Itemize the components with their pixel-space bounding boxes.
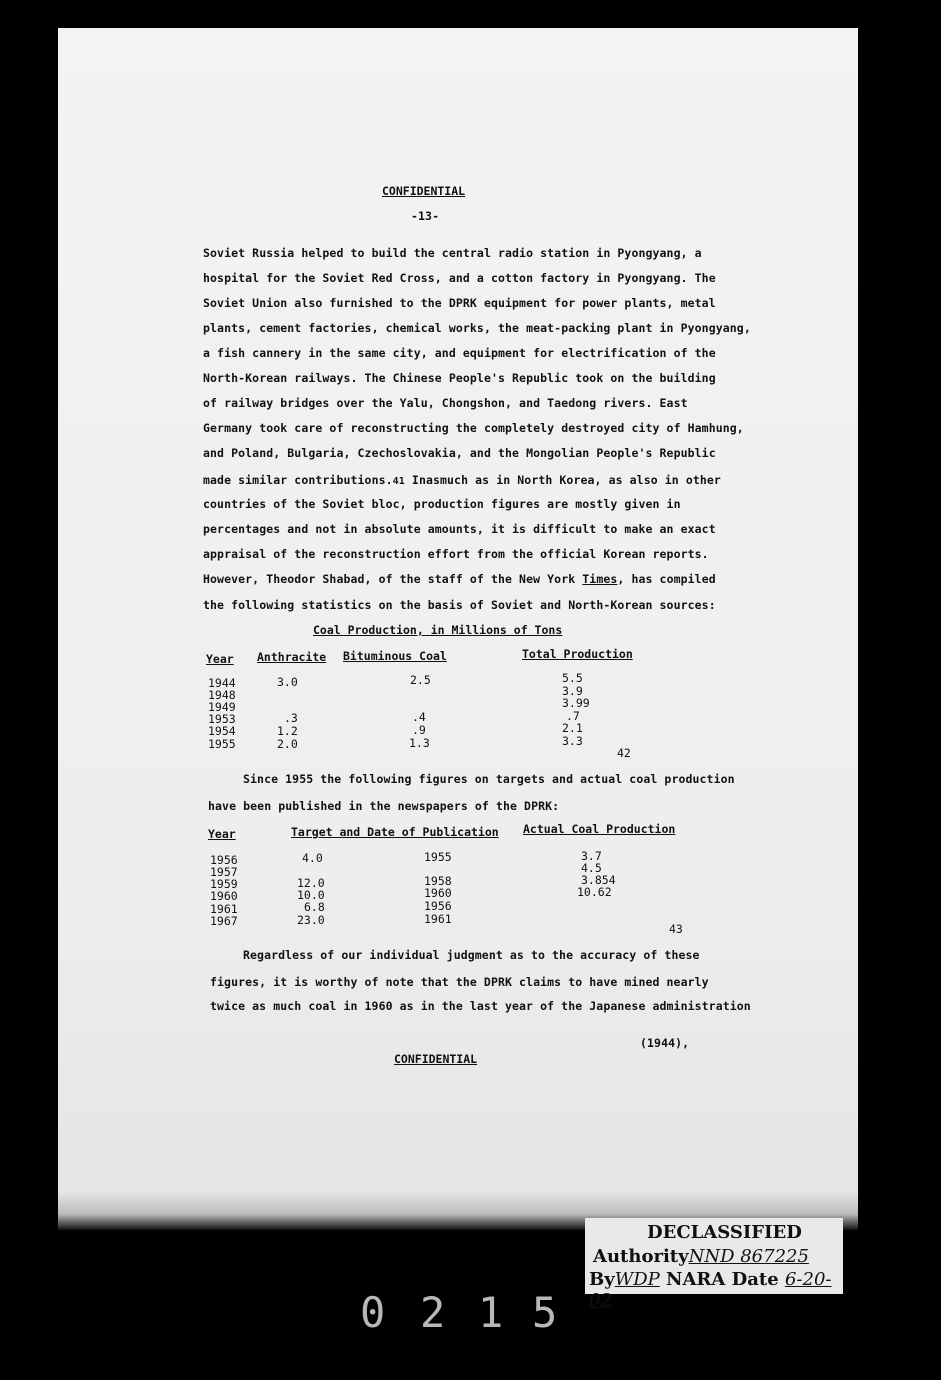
footnote-ref-41: 41 [392,476,405,487]
year-cell: 1955 [208,737,236,751]
year-cell: 1953 [208,712,236,726]
stamp-title: DECLASSIFIED [647,1222,802,1243]
target-cell: 4.0 [302,851,323,865]
year-cell: 1949 [208,700,236,714]
actual-cell: 4.5 [581,861,602,875]
frame-digit: 5 [532,1288,558,1337]
body-line: of railway bridges over the Yalu, Chongshon, and Taedong rivers. East [203,396,688,410]
anthracite-cell: 3.0 [277,675,298,689]
bituminous-cell: .9 [412,723,426,737]
body-line: have been published in the newspapers of the DPRK: [208,799,560,813]
bituminous-cell: .4 [412,710,426,724]
body-line: Soviet Union also furnished to the DPRK equipment for power plants, metal [203,296,716,310]
year-cell: 1956 [210,853,238,867]
target-cell: 12.0 [297,876,325,890]
body-line: figures, it is worthy of note that the DPRK claims to have mined nearly [210,975,709,989]
body-line: percentages and not in absolute amounts, it is difficult to make an exact [203,522,716,536]
year-cell: 1957 [210,865,238,879]
stamp-authority-line: AuthorityNND 867225 [593,1246,809,1267]
table1-title: Coal Production, in Millions of Tons [313,623,563,637]
body-line: countries of the Soviet bloc, production figures are mostly given in [203,497,681,511]
publication-date-cell: 1961 [424,912,452,926]
publication-date-cell: 1956 [424,899,452,913]
body-line: hospital for the Soviet Red Cross, and a cotton factory in Pyongyang. The [203,271,716,285]
table1-header-anthracite: Anthracite [257,650,327,664]
body-line: (1944), [640,1036,690,1050]
body-line: twice as much coal in 1960 as in the last year of the Japanese administration [210,999,751,1013]
body-line: plants, cement factories, chemical works, the meat-packing plant in Pyongyang, [203,321,751,335]
page-number: -13- [411,209,440,223]
target-cell: 23.0 [297,913,325,927]
bituminous-cell: 2.5 [410,673,431,687]
table2-header-target: Target and Date of Publication [291,825,499,839]
actual-cell: 3.7 [581,849,602,863]
table1-header-year: Year [206,652,234,666]
date-value: 6-20-02 [589,1269,832,1311]
newspaper-name: Times [582,572,618,586]
authority-value: NND 867225 [688,1246,809,1267]
target-cell: 6.8 [304,900,325,914]
body-line: made similar contributions.41 Inasmuch as in North Korea, as also in other [203,473,721,487]
publication-date-cell: 1955 [424,850,452,864]
declassification-stamp [585,1218,843,1311]
year-cell: 1960 [210,889,238,903]
table2-header-year: Year [208,827,236,841]
body-line: a fish cannery in the same city, and equipment for electrification of the [203,346,716,360]
table1-header-total: Total Production [522,647,633,661]
total-cell: 2.1 [562,721,583,735]
publication-date-cell: 1958 [424,874,452,888]
total-cell: 3.99 [562,696,590,710]
table1-header-bituminous: Bituminous Coal [343,649,447,663]
body-line: Soviet Russia helped to build the central radio station in Pyongyang, a [203,246,702,260]
total-cell: 3.3 [562,734,583,748]
frame-digit: 1 [478,1288,504,1337]
year-cell: 1967 [210,914,238,928]
table1-footnote: 42 [617,746,631,760]
actual-cell: 10.62 [577,885,612,899]
total-cell: 5.5 [562,671,583,685]
target-cell: 10.0 [297,888,325,902]
body-line: North-Korean railways. The Chinese People's Republic took on the building [203,371,716,385]
body-line: the following statistics on the basis of Soviet and North-Korean sources: [203,598,716,612]
year-cell: 1959 [210,877,238,891]
classification-header: CONFIDENTIAL [382,184,466,198]
total-cell: 3.9 [562,684,583,698]
anthracite-cell: 1.2 [277,724,298,738]
year-cell: 1961 [210,902,238,916]
body-line: However, Theodor Shabad, of the staff of the New York Times, has compiled [203,572,716,586]
year-cell: 1954 [208,724,236,738]
anthracite-cell: 2.0 [277,737,298,751]
body-line: Since 1955 the following figures on targets and actual coal production [243,772,735,786]
publication-date-cell: 1960 [424,886,452,900]
classification-footer: CONFIDENTIAL [394,1052,478,1066]
year-cell: 1948 [208,688,236,702]
frame-digit: 0 [360,1288,386,1337]
anthracite-cell: .3 [284,711,298,725]
body-line: and Poland, Bulgaria, Czechoslovakia, and the Mongolian People's Republic [203,446,716,460]
actual-cell: 3.854 [581,873,616,887]
body-line: Germany took care of reconstructing the completely destroyed city of Hamhung, [203,421,744,435]
stamp-date-line: ByWDP NARA Date 6-20-02 [589,1269,832,1311]
table2-footnote: 43 [669,922,683,936]
frame-digit: 2 [420,1288,446,1337]
body-line: Regardless of our individual judgment as to the accuracy of these [243,948,700,962]
total-cell: .7 [566,709,580,723]
year-cell: 1944 [208,676,236,690]
by-value: WDP [614,1269,660,1290]
bituminous-cell: 1.3 [409,736,430,750]
table2-header-actual: Actual Coal Production [523,822,676,836]
body-line: appraisal of the reconstruction effort from the official Korean reports. [203,547,709,561]
